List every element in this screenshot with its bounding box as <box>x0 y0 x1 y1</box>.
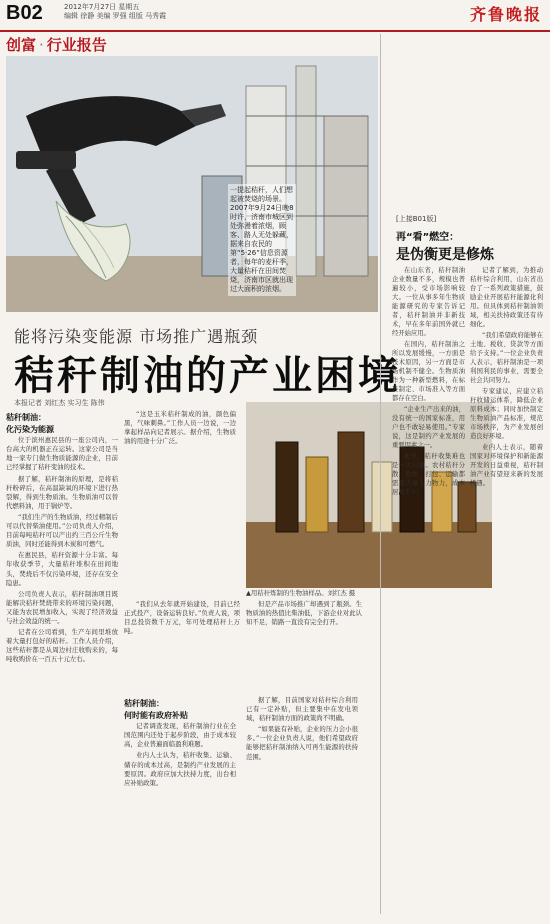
paragraph: 在山东省，秸秆制油企业数量不多，规模也普遍较小，受市场影响较大。一位从事多年生物质能源研究的专家告诉记者，秸秆制油并非新技术，早在多年前国外就已经开始应用。 <box>392 267 465 337</box>
sidebar-column-1 <box>392 266 465 906</box>
top-photo <box>6 56 378 312</box>
paragraph: 公司负责人表示，秸秆制油项目既能解决秸秆焚烧带来的环境污染问题，又能为农民增加收入，实现了经济效益与社会效益的统一。 <box>6 589 118 625</box>
paragraph: 业内人士表示，随着国家对环境保护和新能源开发的日益重视，秸秆制油产业有望迎来新的发展机遇。 <box>470 444 543 487</box>
paragraph: 专家建议，应建立秸秆收储运体系，降低企业原料成本；同时加快制定生物质油产品标准，规范市场秩序，为产业发展创造良好环境。 <box>470 388 543 440</box>
subheading: 秸秆制油： <box>6 413 46 422</box>
paragraph: 但是产品市场推广却遇到了瓶颈。生物质油的热值比柴油低，下游企业对此认知不足，销路一直没有完全打开。 <box>246 600 362 627</box>
paragraph: 据了解，秸秆制油的原理，是将秸秆粉碎后，在高温缺氧的环境下进行热裂解，得到生物质油。生物质油可以替代燃料油，用于锅炉等。 <box>6 474 118 510</box>
paragraph: “我们生产的生物质油，经过精制后可以代替柴油使用。”公司负责人介绍，目前每吨秸秆可以产出约三百公斤生物质油，同时还能得到木炭和可燃气。 <box>6 512 118 549</box>
page-header <box>0 0 550 32</box>
subheading-2: 何时能有政府补贴 <box>124 711 188 721</box>
section-left: 创富 <box>6 36 37 54</box>
editor-line: 编辑 徐静 美编 罗强 组版 马秀霞 <box>64 12 167 20</box>
paragraph: 据了解，目前国家对秸秆综合利用已有一定补贴，但主要集中在发电领域，秸秆制油方面的政策尚不明确。 <box>246 696 358 723</box>
article-byline: 本报记者 刘红杰 实习生 陈伟 <box>14 399 105 407</box>
continued-tag: [上接B01版] <box>396 215 437 223</box>
paragraph: 记者了解到，为推动秸秆综合利用，山东省出台了一系列政策措施，鼓励企业开展秸秆能源化利用。但具体到秸秆制油领域，相关扶持政策还有待细化。 <box>470 267 543 328</box>
sidebar-kicker: 再“看”燃空： <box>396 232 460 243</box>
subheading-2: 化污染为能源 <box>6 425 54 435</box>
article-column-4 <box>246 696 358 910</box>
top-photo-caption: 一提起秸秆，人们想起被焚烧的场景。2007年9月24日晚8时许，济南市城区到处弥漫着浓烟，顾客、路人无处躲藏，据来自农民的第“5·26”信息资源者，每年的麦秆季，大量秸秆在田间焚烧，济南市区就出现过大面积的浓烟。 <box>228 184 296 296</box>
sidebar-title: 是伪衡更是修炼 <box>396 247 494 263</box>
paragraph: 在国内，秸秆制油之所以发展缓慢，一方面是技术原因，另一方面是市场机制不健全。生物质油作为一种新型燃料，在标准制定、市场准入等方面都存在空白。 <box>392 341 465 402</box>
article-headline: 秸秆制油的产业困境 <box>14 353 401 399</box>
paragraph: “这是玉米秸秆制成的油，颜色偏黑，气味刺鼻。”工作人员一边说，一边拿起样品向记者展示。据介绍，生物质油的用途十分广泛。 <box>124 410 236 446</box>
section-title <box>6 34 107 55</box>
photo-caption: ▲用秸秆炼制的生物油样品。刘红杰 摄 <box>246 589 356 597</box>
section-separator: · <box>39 36 44 54</box>
article-column-1 <box>6 410 118 910</box>
header-meta <box>64 3 166 21</box>
date-line: 2012年7月27日 星期五 <box>64 3 140 11</box>
paragraph: “我们希望政府能够在土地、税收、贷款等方面给予支持。”一位企业负责人表示，秸秆制油是一项利国利民的事业，需要全社会共同努力。 <box>470 332 543 384</box>
paragraph: 业内人士认为，秸秆收集、运输、储存的成本过高，是制约产业发展的主要原因。政府应加大扶持力度，出台相应补贴政策。 <box>124 751 236 787</box>
paragraph: “我们从去年就开始建设，目前已经正式投产，设备运转良好。”负责人说，项目总投资数千万元，年可处理秸秆上万吨。 <box>124 600 240 636</box>
paragraph: “如果能有补贴，企业的压力会小很多。”一位企业负责人说，他们希望政府能够把秸秆制油纳入可再生能源的扶持范围。 <box>246 725 358 761</box>
paragraph: 此外，秸秆收集难也是一大问题。农村秸秆分散，收集、打包、运输都需要大量人力物力，成本居高不下。 <box>392 453 465 496</box>
paragraph: 在惠民县，秸秆资源十分丰富。每年收获季节，大量秸秆堆积在田间地头，焚烧后不仅污染环境，还存在安全隐患。 <box>6 551 118 587</box>
mid-text-2 <box>246 600 362 694</box>
sidebar-column-2 <box>470 266 543 906</box>
article-column-3 <box>124 696 236 910</box>
newspaper-logo: 齐鲁晚报 <box>469 5 542 24</box>
article-subtitle: 能将污染变能源 市场推广遇瓶颈 <box>14 327 259 346</box>
paragraph: “企业生产出来的油，没有统一的国家标准，用户也不敢轻易使用。”专家说，这是制约产业发展的重要因素之一。 <box>392 406 465 449</box>
paragraph: 记者在公司看到，生产车间里堆放着大量打包好的秸秆。工作人员介绍，这些秸秆都是从周边村庄收购来的，每吨收购价在一百五十元左右。 <box>6 628 118 664</box>
factory-fuel-nozzle-photo <box>6 56 378 312</box>
mid-text-1 <box>124 600 240 694</box>
paragraph: 位于滨州惠民县的一座公司内，一台高大的机器正在运转。这家公司是当地一家专门做生物质能源的企业，目前已经掌握了秸秆变油的技术。 <box>6 436 118 472</box>
section-right: 行业报告 <box>46 36 107 54</box>
page-number: B02 <box>6 2 43 24</box>
subheading: 秸秆制油： <box>124 699 164 708</box>
paragraph: 记者调查发现，秸秆制油行业在全国范围内还处于起步阶段，由于成本较高，企业普遍面临盈利难题。 <box>124 722 236 749</box>
